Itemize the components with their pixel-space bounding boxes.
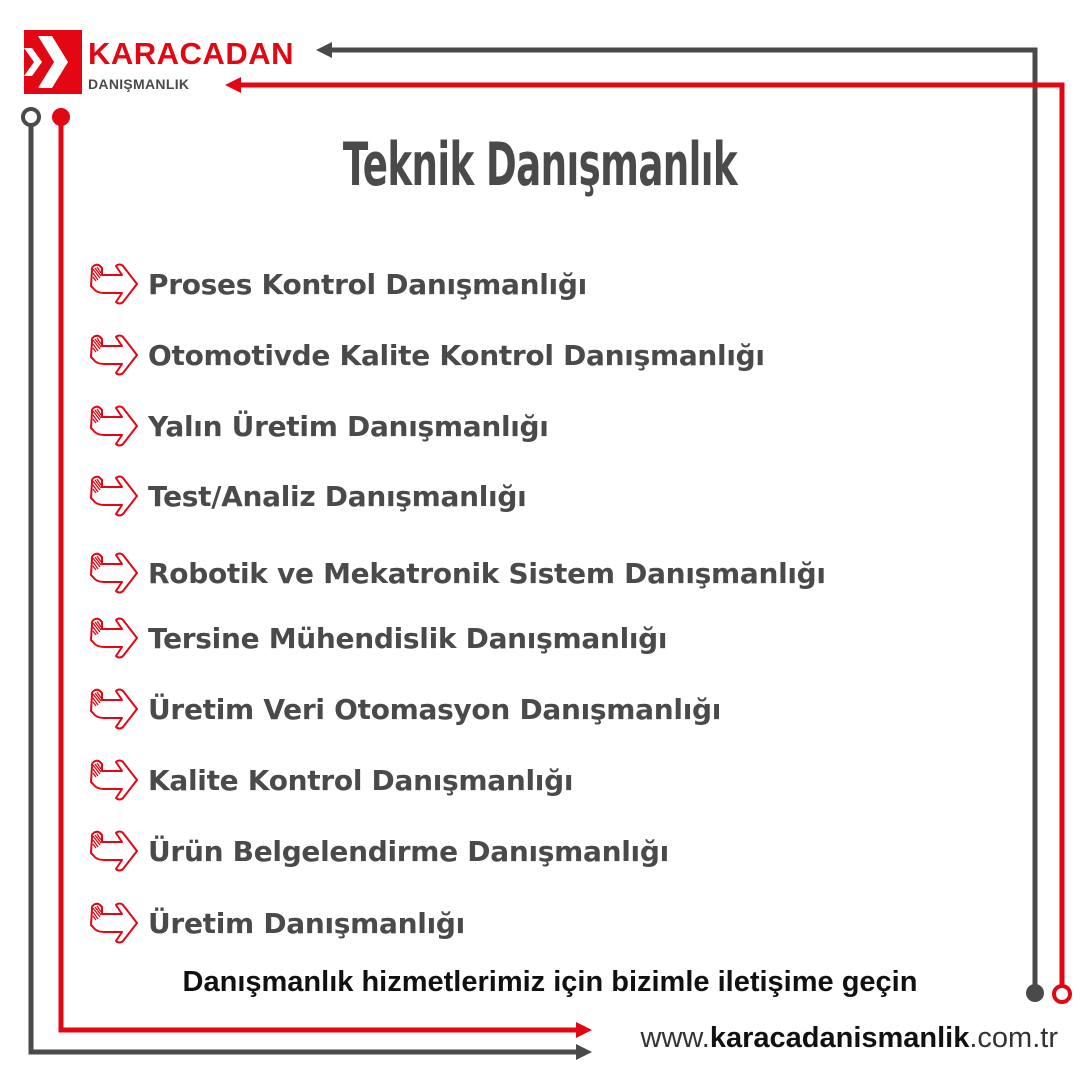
list-item	[88, 825, 669, 877]
list-item	[88, 754, 573, 806]
gray-arrowhead-right-icon	[576, 1044, 592, 1060]
service-label: Kalite Kontrol Danışmanlığı	[148, 763, 574, 797]
website-url[interactable]	[641, 1022, 1058, 1055]
website-prefix: www.	[640, 1022, 710, 1054]
service-label: Robotik ve Mekatronik Sistem Danışmanlığı	[148, 556, 826, 590]
hand-drawn-arrow-icon	[88, 683, 140, 735]
list-item	[88, 329, 765, 381]
page-title: Teknik Danışmanlık	[342, 130, 738, 200]
list-item	[88, 400, 549, 452]
x-logo-icon	[24, 30, 82, 94]
hand-drawn-arrow-icon	[88, 329, 140, 381]
gray-arrowhead-left-icon	[316, 42, 332, 58]
hand-drawn-arrow-icon	[88, 754, 140, 806]
red-arrowhead-right-icon	[576, 1022, 592, 1038]
brand-logo	[20, 30, 310, 100]
hand-drawn-arrow-icon	[88, 400, 140, 452]
hand-drawn-arrow-icon	[88, 897, 140, 949]
gray-start-ring	[23, 109, 39, 125]
hand-drawn-arrow-icon	[88, 547, 140, 599]
service-label: Proses Kontrol Danışmanlığı	[148, 267, 587, 301]
hand-drawn-arrow-icon	[88, 470, 140, 522]
service-label: Üretim Veri Otomasyon Danışmanlığı	[148, 692, 722, 726]
list-item	[88, 547, 826, 599]
service-label: Üretim Danışmanlığı	[148, 906, 465, 940]
list-item	[88, 258, 587, 310]
service-label: Otomotivde Kalite Kontrol Danışmanlığı	[148, 338, 765, 372]
hand-drawn-arrow-icon	[88, 258, 140, 310]
list-item	[88, 612, 667, 664]
service-label: Test/Analiz Danışmanlığı	[148, 479, 527, 513]
list-item	[88, 683, 721, 735]
hand-drawn-arrow-icon	[88, 612, 140, 664]
website-domain: karacadanismanlik	[709, 1022, 970, 1054]
brand-subtitle: DANIŞMANLIK	[88, 76, 190, 92]
service-label: Yalın Üretim Danışmanlığı	[148, 409, 549, 443]
website-suffix: .com.tr	[969, 1022, 1058, 1054]
contact-cta: Danışmanlık hizmetlerimiz için bizimle iletişime geçin	[182, 966, 918, 998]
list-item	[88, 470, 526, 522]
service-label: Tersine Mühendislik Danışmanlığı	[148, 621, 668, 655]
service-label: Ürün Belgelendirme Danışmanlığı	[148, 834, 669, 868]
brand-name: KARACADAN	[88, 36, 294, 71]
hand-drawn-arrow-icon	[88, 825, 140, 877]
list-item	[88, 897, 465, 949]
